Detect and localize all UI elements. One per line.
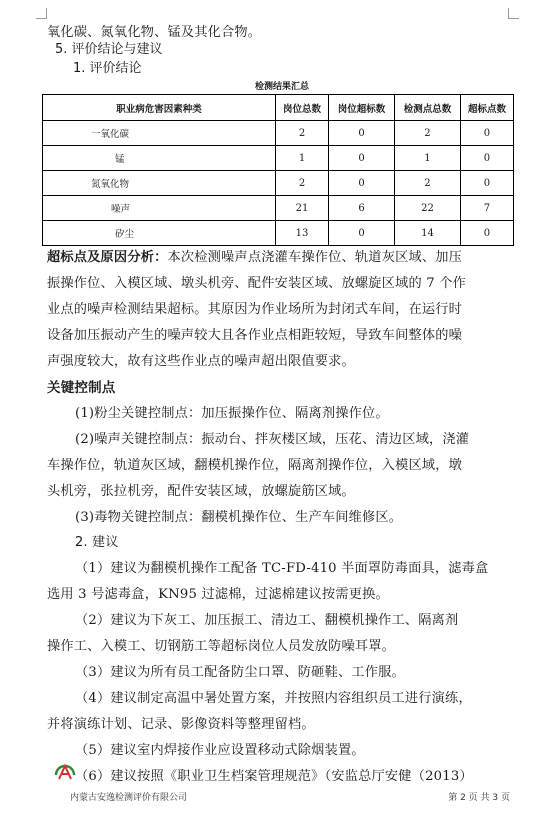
analysis-line: 设备加压振动产生的噪声较大且各作业点相距较短，导致车间整体的噪: [47, 328, 463, 343]
suggestion-line: （6）建议按照《职业卫生档案管理规范》（安监总厅安健（2013）: [75, 769, 473, 784]
analysis-line: 振操作位、入模区域、墩头机旁、配件安装区域、放螺旋区域的 7 个作: [47, 276, 466, 291]
suggestions-heading: 2. 建议: [75, 535, 119, 550]
table-cell: 0: [460, 121, 513, 146]
suggestion-line: （2）建议为下灰工、加压振工、清边工、翻模机操作工、隔离剂: [75, 613, 459, 628]
suggestion-line: （5）建议室内焊接作业应设置移动式除烟装置。: [75, 743, 365, 758]
table-cell: 锰: [43, 146, 276, 171]
suggestion-line: 操作工、入模工、切钢筋工等超标岗位人员发放防噪耳罩。: [47, 639, 396, 654]
suggestion-line: （1）建议为翻模机操作工配备 TC-FD-410 半面罩防毒面具，滤毒盒: [75, 561, 489, 576]
table-cell: 氮氧化物: [43, 171, 276, 196]
table-cell: 0: [460, 221, 513, 246]
table-cell: 0: [329, 146, 395, 171]
table-row: [43, 146, 514, 171]
table-cell: 21: [276, 196, 329, 221]
table-cell: 0: [329, 171, 395, 196]
table-cell: 一氧化碳: [43, 121, 276, 146]
analysis-lead: 超标点及原因分析：: [47, 250, 168, 265]
analysis-line: 声强度较大，故有这些作业点的噪声超出限值要求。: [47, 354, 355, 369]
table-cell: 7: [460, 196, 513, 221]
company-logo-icon: [53, 760, 77, 782]
key-point-line: (1)粉尘关键控制点：加压振操作位、隔离剂操作位。: [75, 406, 389, 421]
analysis-line: 业点的噪声检测结果超标。其原因为作业场所为封闭式车间，在运行时: [47, 302, 463, 317]
suggestion-line: （4）建议制定高温中暑处置方案，并按照内容组织员工进行演练，: [75, 691, 472, 706]
key-points-heading: 关键控制点: [47, 380, 116, 396]
table-row: [43, 221, 514, 246]
suggestion-line: 并将演练计划、记录、影像资料等整理留档。: [47, 717, 315, 732]
table-row: [43, 121, 514, 146]
key-point-line: 头机旁，张拉机旁，配件安装区域，放螺旋筋区域。: [47, 484, 355, 499]
page-corner-mark-right: [508, 8, 519, 19]
suggestion-line: 选用 3 号滤毒盒，KN95 过滤棉，过滤棉建议按需更换。: [47, 587, 389, 602]
key-points-section: [47, 375, 517, 531]
table-cell: 2: [394, 171, 460, 196]
table-cell: 0: [329, 121, 395, 146]
table-cell: 2: [276, 171, 329, 196]
key-point-line: (3)毒物关键控制点：翻模机操作位、生产车间维修区。: [75, 510, 403, 525]
table-cell: 22: [394, 196, 460, 221]
table-cell: 0: [329, 221, 395, 246]
table-cell: 2: [394, 121, 460, 146]
table-cell: 13: [276, 221, 329, 246]
footer-company: 内蒙古安逸检测评价有限公司: [70, 793, 188, 803]
table-cell: 14: [394, 221, 460, 246]
table-row: [43, 196, 514, 221]
analysis-paragraph: [47, 245, 517, 375]
table-cell: 1: [394, 146, 460, 171]
results-summary-table: [42, 94, 514, 246]
intro-tail-text: 氧化碳、氮氧化物、锰及其化合物。: [47, 25, 262, 40]
key-point-line: (2)噪声关键控制点：振动台、拌灰楼区域，压花、清边区域，浇灌: [75, 432, 470, 447]
table-cell: 0: [460, 146, 513, 171]
suggestion-line: （3）建议为所有员工配备防尘口罩、防砸鞋、工作服。: [75, 665, 405, 680]
table-header-row: [43, 95, 514, 121]
table-cell: 2: [276, 121, 329, 146]
key-point-line: 车操作位，轨道灰区域，翻模机操作位，隔离剂操作位，入模区域，墩: [47, 458, 463, 473]
table-cell: 噪声: [43, 196, 276, 221]
table-header-cell: 超标点数: [460, 95, 513, 121]
section-5-heading: 5. 评价结论与建议: [55, 42, 163, 57]
page-corner-mark-left: [36, 8, 47, 19]
table-header-cell: 检测点总数: [394, 95, 460, 121]
table-row: [43, 171, 514, 196]
table-header-cell: 岗位超标数: [329, 95, 395, 121]
suggestions-section: [47, 530, 517, 790]
table-cell: 矽尘: [43, 221, 276, 246]
table-cell: 1: [276, 146, 329, 171]
table-header-cell: 岗位总数: [276, 95, 329, 121]
table-header-cell: 职业病危害因素种类: [43, 95, 276, 121]
footer-page-number: 第 2 页 共 3 页: [448, 793, 510, 803]
analysis-line: 本次检测噪声点浇灌车操作位、轨道灰区域、加压: [167, 250, 463, 265]
section-5-1-heading: 1. 评价结论: [73, 61, 142, 76]
table-cell: 6: [329, 196, 395, 221]
table-cell: 0: [460, 171, 513, 196]
table-caption: 检测结果汇总: [254, 82, 309, 92]
